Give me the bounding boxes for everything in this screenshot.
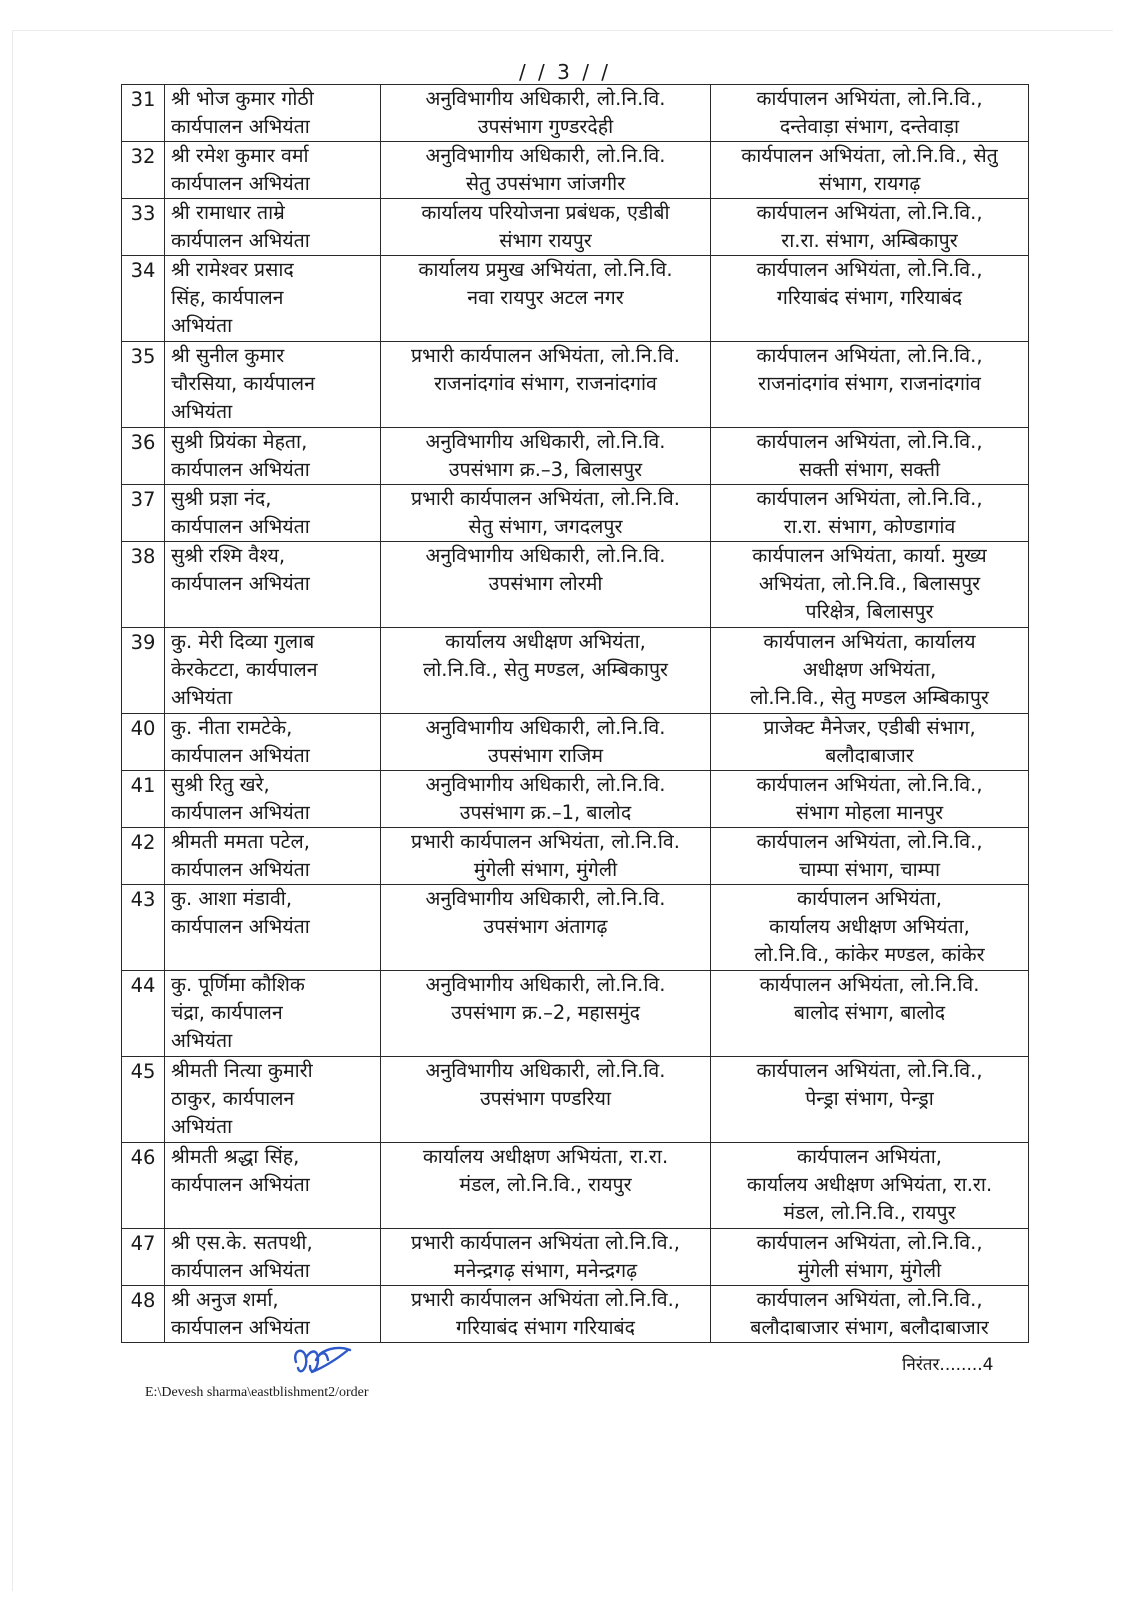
table-row — [122, 199, 1029, 256]
officer-name-cell — [165, 542, 381, 628]
cell-line: अधीक्षण अभियंता, — [802, 658, 937, 681]
cell-line: सक्ती संभाग, सक्ती — [798, 458, 941, 481]
cell-line: कु. मेरी दिव्या गुलाब — [171, 630, 315, 653]
cell-line: कार्यालय अधीक्षण अभियंता, — [769, 915, 970, 938]
cell-line: सुश्री रितु खरे, — [171, 773, 270, 796]
serial-number-cell: 48 — [122, 1286, 165, 1343]
table-row — [122, 828, 1029, 885]
cell-line: अभियंता — [171, 1029, 233, 1052]
cell-line: प्राजेक्ट मैनेजर, एडीबी संभाग, — [763, 716, 976, 739]
cell-line: श्री अनुज शर्मा, — [171, 1288, 279, 1311]
table-row — [122, 714, 1029, 771]
posting-from-cell — [381, 885, 711, 971]
posting-from-cell — [381, 714, 711, 771]
posting-from-cell — [381, 85, 711, 142]
cell-line: गरियाबंद संभाग, गरियाबंद — [776, 286, 963, 309]
serial-number-cell: 45 — [122, 1057, 165, 1143]
serial-number-cell: 37 — [122, 485, 165, 542]
serial-number-cell: 36 — [122, 428, 165, 485]
serial-number-cell: 46 — [122, 1143, 165, 1229]
posting-to-cell — [711, 771, 1029, 828]
cell-line: उपसंभाग राजिम — [487, 744, 604, 767]
cell-line: कु. पूर्णिमा कौशिक — [171, 973, 305, 996]
table-row — [122, 771, 1029, 828]
cell-line: रा.रा. संभाग, कोण्डागांव — [783, 515, 956, 538]
cell-line: कार्यपालन अभियंता, लो.नि.वि., — [756, 1231, 983, 1254]
table-row — [122, 542, 1029, 628]
serial-number-cell: 32 — [122, 142, 165, 199]
posting-to-cell — [711, 1057, 1029, 1143]
officer-name-cell — [165, 1057, 381, 1143]
posting-from-cell — [381, 542, 711, 628]
cell-line: लो.नि.वि., कांकेर मण्डल, कांकेर — [754, 943, 985, 966]
table-row — [122, 885, 1029, 971]
cell-line: सिंह, कार्यपालन — [171, 286, 284, 309]
signature — [290, 1342, 354, 1382]
cell-line: अनुविभागीय अधिकारी, लो.नि.वि. — [425, 87, 666, 110]
officer-name-cell — [165, 885, 381, 971]
officer-name-cell — [165, 256, 381, 342]
cell-line: श्री रामेश्वर प्रसाद — [171, 258, 294, 281]
posting-from-cell — [381, 1143, 711, 1229]
cell-line: कार्यपालन अभियंता, लो.नि.वि. — [759, 973, 980, 996]
cell-line: कु. नीता रामटेके, — [171, 716, 293, 739]
cell-line: श्री रमेश कुमार वर्मा — [171, 144, 309, 167]
cell-line: मंडल, लो.नि.वि., रायपुर — [783, 1201, 956, 1224]
cell-line: गरियाबंद संभाग गरियाबंद — [455, 1316, 636, 1339]
posting-to-cell — [711, 1143, 1029, 1229]
cell-line: कार्यपालन अभियंता — [171, 858, 310, 881]
cell-line: कार्यपालन अभियंता, लो.नि.वि., — [756, 87, 983, 110]
cell-line: श्री एस.के. सतपथी, — [171, 1231, 313, 1254]
officer-name-cell — [165, 342, 381, 428]
officer-name-cell — [165, 628, 381, 714]
cell-line: कार्यपालन अभियंता — [171, 1316, 310, 1339]
cell-line: अनुविभागीय अधिकारी, लो.नि.वि. — [425, 430, 666, 453]
cell-line: कार्यपालन अभियंता, लो.नि.वि., — [756, 258, 983, 281]
cell-line: कार्यपालन अभियंता, लो.नि.वि., — [756, 773, 983, 796]
cell-line: कार्यपालन अभियंता — [171, 229, 310, 252]
table-row — [122, 485, 1029, 542]
cell-line: सेतु उपसंभाग जांजगीर — [465, 172, 626, 195]
cell-line: अभियंता — [171, 686, 233, 709]
posting-to-cell — [711, 628, 1029, 714]
cell-line: कार्यपालन अभियंता — [171, 915, 310, 938]
table-row — [122, 971, 1029, 1057]
posting-from-cell — [381, 1057, 711, 1143]
cell-line: केरकेटटा, कार्यपालन — [171, 658, 318, 681]
cell-line: बलौदाबाजार संभाग, बलौदाबाजार — [750, 1316, 989, 1339]
cell-line: कार्यपालन अभियंता — [171, 572, 310, 595]
cell-line: कार्यपालन अभियंता, — [796, 1145, 943, 1168]
cell-line: श्री रामाधार ताम्रे — [171, 201, 285, 224]
cell-line: उपसंभाग क्र.–2, महासमुंद — [451, 1001, 640, 1024]
cell-line: उपसंभाग गुण्डरदेही — [477, 115, 614, 138]
cell-line: संभाग, रायगढ़ — [818, 172, 921, 195]
posting-to-cell — [711, 256, 1029, 342]
cell-line: श्री भोज कुमार गोठी — [171, 87, 314, 110]
cell-line: मंडल, लो.नि.वि., रायपुर — [459, 1173, 632, 1196]
cell-line: मुंगेली संभाग, मुंगेली — [797, 1259, 942, 1282]
serial-number-cell: 39 — [122, 628, 165, 714]
continued-note: निरंतर........4 — [902, 1355, 994, 1375]
table-row — [122, 85, 1029, 142]
cell-line: कार्यपालन अभियंता, लो.नि.वि., — [756, 344, 983, 367]
cell-line: उपसंभाग अंतागढ़ — [483, 915, 608, 938]
cell-line: कार्यपालन अभियंता — [171, 744, 310, 767]
cell-line: सेतु संभाग, जगदलपुर — [468, 515, 623, 538]
cell-line: कार्यपालन अभियंता, लो.नि.वि., — [756, 430, 983, 453]
cell-line: बलौदाबाजार — [825, 744, 914, 767]
cell-line: अभियंता, लो.नि.वि., बिलासपुर — [758, 572, 981, 595]
officer-name-cell — [165, 428, 381, 485]
officer-name-cell — [165, 142, 381, 199]
cell-line: परिक्षेत्र, बिलासपुर — [805, 600, 934, 623]
serial-number-cell: 40 — [122, 714, 165, 771]
cell-line: मनेन्द्रगढ़ संभाग, मनेन्द्रगढ़ — [453, 1259, 638, 1282]
cell-line: कार्यपालन अभियंता — [171, 115, 310, 138]
cell-line: लो.नि.वि., सेतु मण्डल, अम्बिकापुर — [423, 658, 668, 681]
officer-name-cell — [165, 714, 381, 771]
cell-line: श्री सुनील कुमार — [171, 344, 285, 367]
cell-line: कार्यपालन अभियंता, कार्या. मुख्य — [752, 544, 987, 567]
serial-number-cell: 35 — [122, 342, 165, 428]
cell-line: अभियंता — [171, 1115, 233, 1138]
page-number: / / 3 / / — [518, 60, 612, 84]
serial-number-cell: 34 — [122, 256, 165, 342]
cell-line: चाम्पा संभाग, चाम्पा — [798, 858, 941, 881]
posting-from-cell — [381, 1286, 711, 1343]
cell-line: श्रीमती श्रद्धा सिंह, — [171, 1145, 300, 1168]
cell-line: कार्यपालन अभियंता — [171, 1173, 310, 1196]
officer-name-cell — [165, 1143, 381, 1229]
table-row — [122, 342, 1029, 428]
posting-from-cell — [381, 256, 711, 342]
cell-line: राजनांदगांव संभाग, राजनांदगांव — [434, 372, 657, 395]
cell-line: अनुविभागीय अधिकारी, लो.नि.वि. — [425, 144, 666, 167]
cell-line: कार्यपालन अभियंता — [171, 458, 310, 481]
table-row — [122, 142, 1029, 199]
cell-line: प्रभारी कार्यपालन अभियंता, लो.नि.वि. — [411, 344, 680, 367]
posting-to-cell — [711, 542, 1029, 628]
cell-line: सुश्री प्रज्ञा नंद, — [171, 487, 272, 510]
posting-from-cell — [381, 828, 711, 885]
cell-line: उपसंभाग पण्डरिया — [479, 1087, 612, 1110]
cell-line: कार्यपालन अभियंता, लो.नि.वि., — [756, 201, 983, 224]
cell-line: अनुविभागीय अधिकारी, लो.नि.वि. — [425, 973, 666, 996]
table-row — [122, 256, 1029, 342]
serial-number-cell: 44 — [122, 971, 165, 1057]
table-row — [122, 628, 1029, 714]
posting-to-cell — [711, 485, 1029, 542]
cell-line: कार्यालय अधीक्षण अभियंता, — [445, 630, 646, 653]
cell-line: प्रभारी कार्यपालन अभियंता, लो.नि.वि. — [411, 487, 680, 510]
cell-line: श्रीमती ममता पटेल, — [171, 830, 310, 853]
posting-to-cell — [711, 428, 1029, 485]
cell-line: संभाग मोहला मानपुर — [795, 801, 944, 824]
cell-line: अनुविभागीय अधिकारी, लो.नि.वि. — [425, 887, 666, 910]
posting-to-cell — [711, 1229, 1029, 1286]
cell-line: अनुविभागीय अधिकारी, लो.नि.वि. — [425, 773, 666, 796]
cell-line: चंद्रा, कार्यपालन — [171, 1001, 283, 1024]
cell-line: कार्यपालन अभियंता, कार्यालय — [763, 630, 976, 653]
officer-name-cell — [165, 828, 381, 885]
cell-line: कार्यपालन अभियंता — [171, 172, 310, 195]
serial-number-cell: 42 — [122, 828, 165, 885]
cell-line: दन्तेवाड़ा संभाग, दन्तेवाड़ा — [779, 115, 960, 138]
cell-line: श्रीमती नित्या कुमारी — [171, 1059, 313, 1082]
officer-name-cell — [165, 771, 381, 828]
serial-number-cell: 33 — [122, 199, 165, 256]
posting-to-cell — [711, 85, 1029, 142]
cell-line: कार्यपालन अभियंता — [171, 515, 310, 538]
cell-line: कार्यालय अधीक्षण अभियंता, रा.रा. — [422, 1145, 669, 1168]
posting-to-cell — [711, 971, 1029, 1057]
cell-line: अभियंता — [171, 400, 233, 423]
posting-to-cell — [711, 1286, 1029, 1343]
serial-number-cell: 43 — [122, 885, 165, 971]
cell-line: सुश्री प्रियंका मेहता, — [171, 430, 308, 453]
cell-line: कार्यपालन अभियंता, लो.नि.वि., — [756, 1288, 983, 1311]
cell-line: उपसंभाग लोरमी — [488, 572, 603, 595]
cell-line: कार्यपालन अभियंता, लो.नि.वि., — [756, 487, 983, 510]
posting-to-cell — [711, 342, 1029, 428]
table-row — [122, 428, 1029, 485]
posting-from-cell — [381, 485, 711, 542]
officer-name-cell — [165, 971, 381, 1057]
cell-line: राजनांदगांव संभाग, राजनांदगांव — [758, 372, 981, 395]
posting-from-cell — [381, 199, 711, 256]
cell-line: प्रभारी कार्यपालन अभियंता लो.नि.वि., — [411, 1288, 680, 1311]
table-row — [122, 1057, 1029, 1143]
cell-line: उपसंभाग क्र.–3, बिलासपुर — [448, 458, 643, 481]
table-row — [122, 1286, 1029, 1343]
cell-line: कार्यपालन अभियंता — [171, 801, 310, 824]
serial-number-cell: 38 — [122, 542, 165, 628]
cell-line: नवा रायपुर अटल नगर — [467, 286, 624, 309]
posting-from-cell — [381, 142, 711, 199]
cell-line: बालोद संभाग, बालोद — [793, 1001, 946, 1024]
cell-line: कार्यपालन अभियंता, लो.नि.वि., सेतु — [741, 144, 998, 167]
posting-from-cell — [381, 771, 711, 828]
posting-to-cell — [711, 714, 1029, 771]
file-path: E:\Devesh sharma\eastblishment2/order — [145, 1385, 369, 1400]
cell-line: मुंगेली संभाग, मुंगेली — [473, 858, 618, 881]
cell-line: पेन्ड्रा संभाग, पेन्ड्रा — [805, 1087, 934, 1110]
cell-line: कार्यालय परियोजना प्रबंधक, एडीबी — [421, 201, 670, 224]
officer-name-cell — [165, 1229, 381, 1286]
cell-line: रा.रा. संभाग, अम्बिकापुर — [781, 229, 958, 252]
posting-from-cell — [381, 1229, 711, 1286]
officer-name-cell — [165, 85, 381, 142]
cell-line: ठाकुर, कार्यपालन — [171, 1087, 295, 1110]
cell-line: कार्यपालन अभियंता, लो.नि.वि., — [756, 830, 983, 853]
cell-line: अभियंता — [171, 314, 233, 337]
table-row — [122, 1143, 1029, 1229]
cell-line: प्रभारी कार्यपालन अभियंता लो.नि.वि., — [411, 1231, 680, 1254]
cell-line: कार्यपालन अभियंता, लो.नि.वि., — [756, 1059, 983, 1082]
officer-name-cell — [165, 485, 381, 542]
posting-to-cell — [711, 828, 1029, 885]
posting-from-cell — [381, 971, 711, 1057]
posting-from-cell — [381, 628, 711, 714]
serial-number-cell: 47 — [122, 1229, 165, 1286]
cell-line: कार्यपालन अभियंता — [171, 1259, 310, 1282]
cell-line: प्रभारी कार्यपालन अभियंता, लो.नि.वि. — [411, 830, 680, 853]
cell-line: लो.नि.वि., सेतु मण्डल अम्बिकापुर — [750, 686, 989, 709]
cell-line: अनुविभागीय अधिकारी, लो.नि.वि. — [425, 544, 666, 567]
serial-number-cell: 41 — [122, 771, 165, 828]
posting-from-cell — [381, 342, 711, 428]
cell-line: कार्यालय अधीक्षण अभियंता, रा.रा. — [746, 1173, 993, 1196]
posting-to-cell — [711, 142, 1029, 199]
cell-line: उपसंभाग क्र.–1, बालोद — [459, 801, 632, 824]
cell-line: अनुविभागीय अधिकारी, लो.नि.वि. — [425, 1059, 666, 1082]
cell-line: कु. आशा मंडावी, — [171, 887, 293, 910]
table-row — [122, 1229, 1029, 1286]
serial-number-cell: 31 — [122, 85, 165, 142]
officer-name-cell — [165, 199, 381, 256]
cell-line: संभाग रायपुर — [499, 229, 592, 252]
posting-to-cell — [711, 885, 1029, 971]
cell-line: अनुविभागीय अधिकारी, लो.नि.वि. — [425, 716, 666, 739]
officer-name-cell — [165, 1286, 381, 1343]
cell-line: चौरसिया, कार्यपालन — [171, 372, 315, 395]
posting-to-cell — [711, 199, 1029, 256]
cell-line: सुश्री रश्मि वैश्य, — [171, 544, 286, 567]
transfer-table — [121, 84, 1029, 1343]
posting-from-cell — [381, 428, 711, 485]
cell-line: कार्यालय प्रमुख अभियंता, लो.नि.वि. — [418, 258, 673, 281]
cell-line: कार्यपालन अभियंता, — [796, 887, 943, 910]
